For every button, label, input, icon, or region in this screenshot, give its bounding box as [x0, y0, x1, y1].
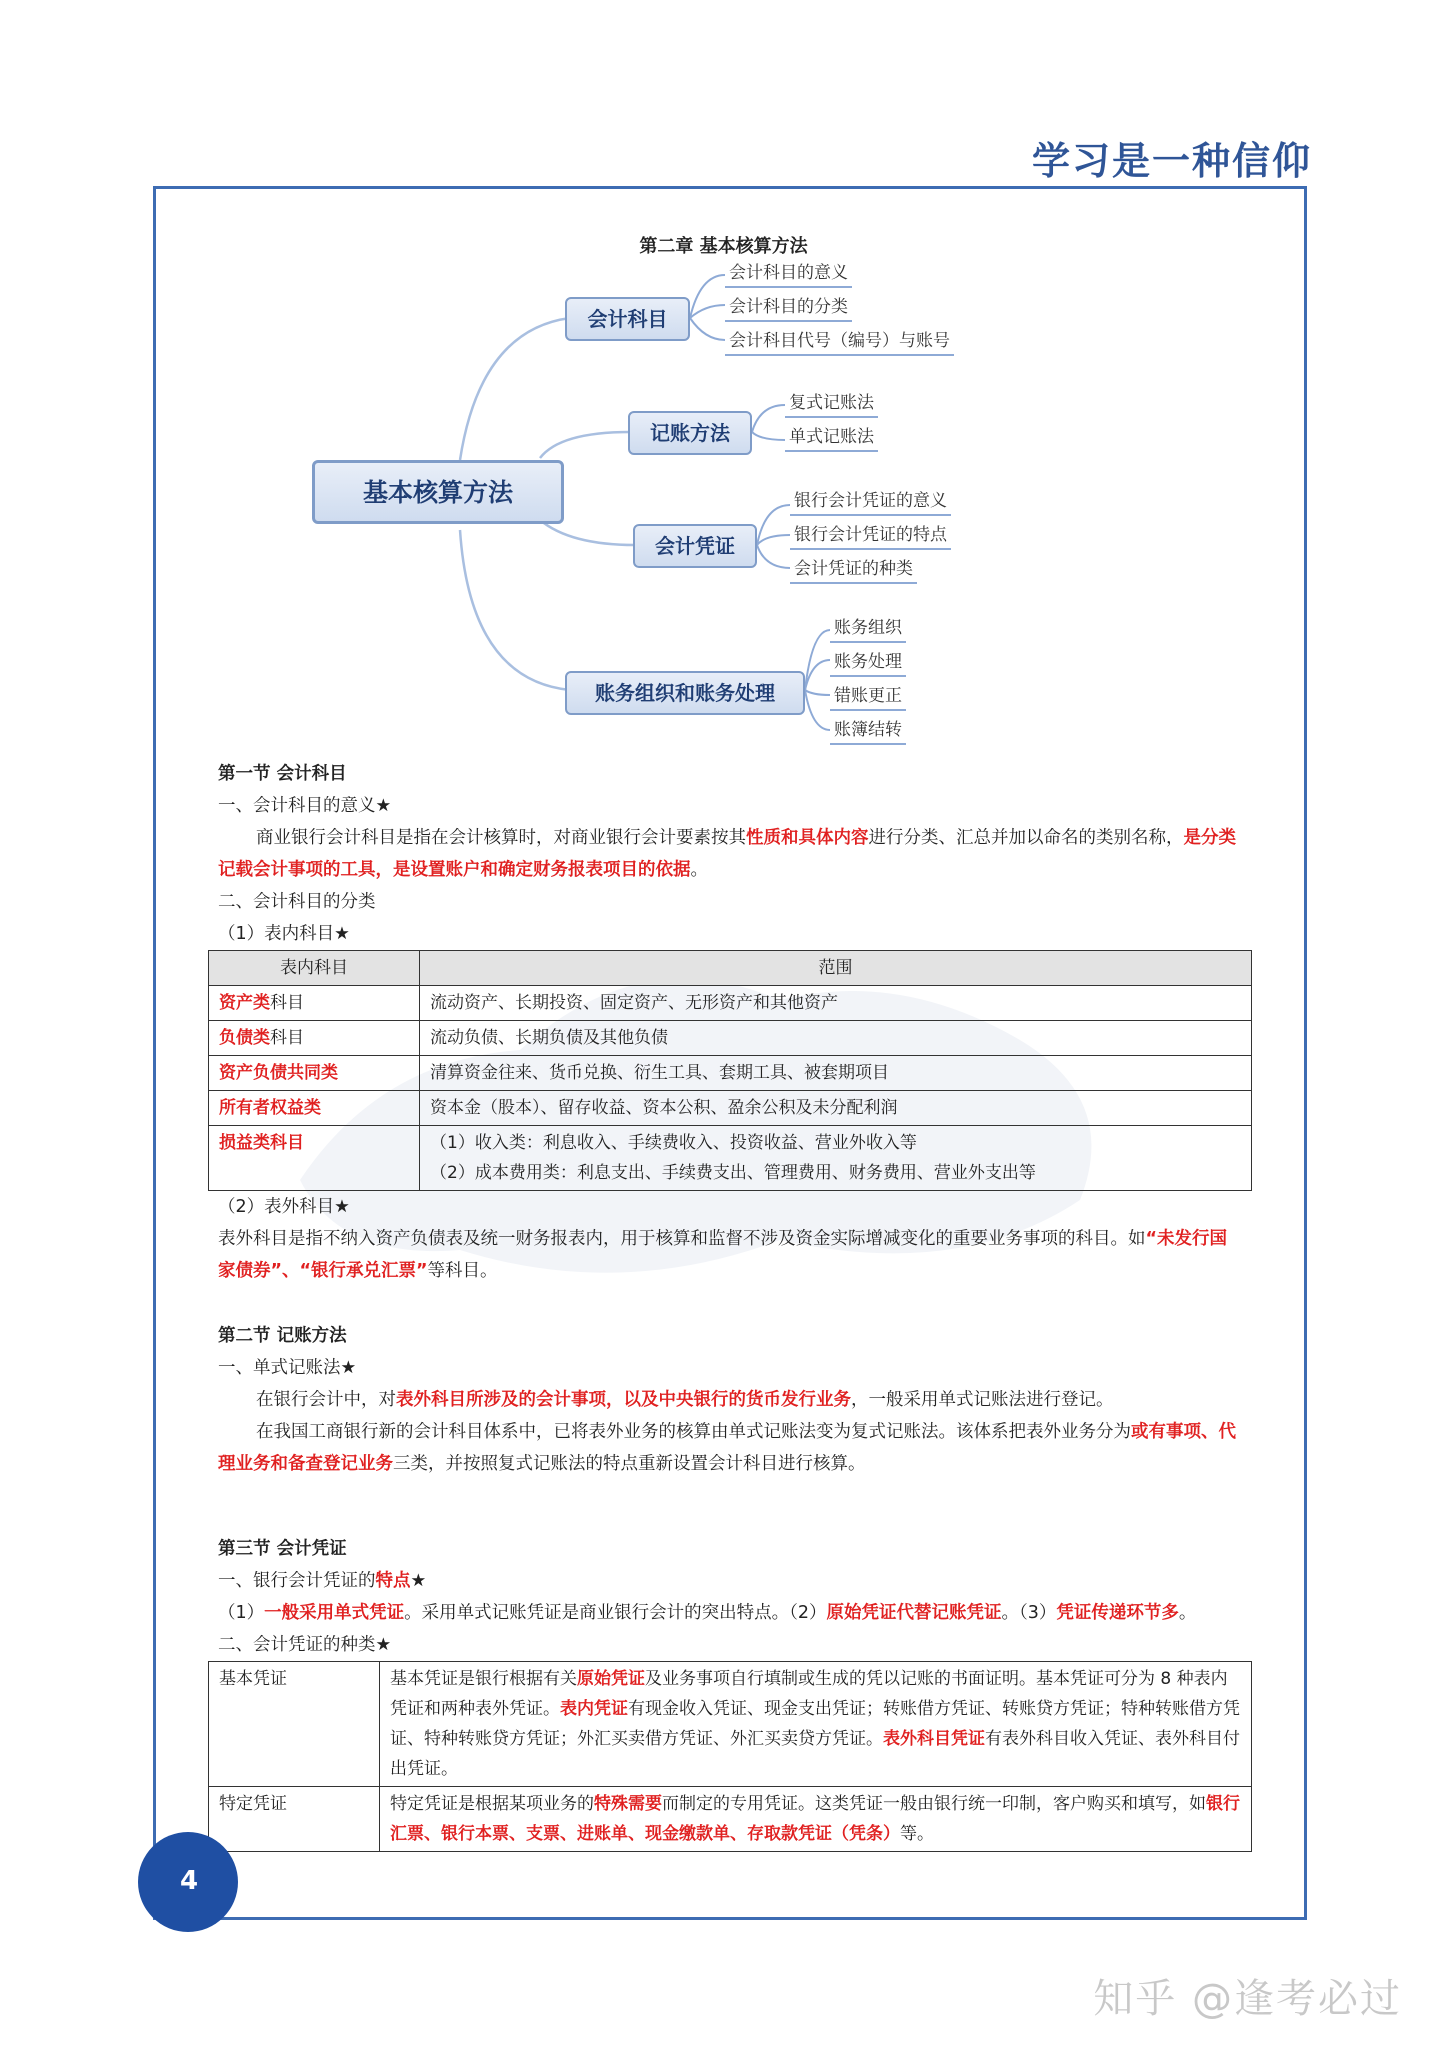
mindmap-root: 基本核算方法 — [312, 460, 564, 524]
section-title: 第三节 会计凭证 — [218, 1539, 347, 1559]
table-row: 损益类科目 （1）收入类：利息收入、手续费收入、投资收益、营业外收入等 （2）成本费用类：利息支出、手续费支出、管理费用、财务费用、营业外支出等 — [209, 1126, 1252, 1191]
slogan: 学习是一种信仰 — [1031, 139, 1312, 183]
mindmap-leaf: 银行会计凭证的特点 — [790, 520, 951, 550]
mindmap-branch-4: 账务组织和账务处理 — [565, 671, 805, 715]
section-title: 第一节 会计科目 — [218, 764, 347, 784]
section-bookkeeping-methods — [218, 1320, 1238, 1480]
mindmap-leaf: 单式记账法 — [785, 422, 878, 452]
mindmap-title: 第二章 基本核算方法 — [639, 236, 808, 257]
subheading: 一、银行会计凭证的特点★ — [218, 1571, 427, 1591]
paragraph: 在我国工商银行新的会计科目体系中，已将表外业务的核算由单式记账法变为复式记账法。该体系把表外业务分为或有事项、代理业务和备查登记业务三类，并按照复式记账法的特点重新设置会计科目进行核算。 — [218, 1422, 1236, 1474]
table-header: 范围 — [420, 951, 1252, 986]
mindmap-branch-3: 会计凭证 — [633, 524, 757, 568]
mind-map — [0, 0, 1447, 760]
table-row: 特定凭证 特定凭证是根据某项业务的特殊需要而制定的专用凭证。这类凭证一般由银行统一印制，客户购买和填写，如银行汇票、银行本票、支票、进账单、现金缴款单、存取款凭证（凭条）等。 — [209, 1787, 1252, 1852]
table-row: 基本凭证 基本凭证是银行根据有关原始凭证及业务事项自行填制或生成的凭以记账的书面证明。基本凭证可分为 8 种表内凭证和两种表外凭证。表内凭证有现金收入凭证、现金支出凭证；转账借方凭证、转账贷方凭证；特种转账借方凭证、特种转账贷方凭证；外汇买卖借方凭证、外汇买卖贷方凭证。表外科目凭证有表外科目收入凭证、表外科目付出凭证。 — [209, 1662, 1252, 1787]
mindmap-connectors — [0, 0, 1447, 760]
table-row: 负债类科目 流动负债、长期负债及其他负债 — [209, 1021, 1252, 1056]
subheading: 二、会计凭证的种类★ — [218, 1635, 392, 1655]
section-accounting-subjects — [218, 758, 1238, 1287]
table-row: 资产类科目 流动资产、长期投资、固定资产、无形资产和其他资产 — [209, 986, 1252, 1021]
mindmap-leaf: 账簿结转 — [830, 715, 906, 745]
subheading: （2）表外科目★ — [218, 1197, 350, 1217]
mindmap-branch-2: 记账方法 — [628, 411, 752, 455]
subheading: （1）表内科目★ — [218, 924, 350, 944]
subheading: 一、单式记账法★ — [218, 1358, 357, 1378]
zhihu-watermark: 知乎 @逢考必过 — [1093, 1976, 1402, 2022]
paragraph: 在银行会计中，对表外科目所涉及的会计事项，以及中央银行的货币发行业务，一般采用单式记账法进行登记。 — [256, 1390, 1114, 1410]
mindmap-leaf: 复式记账法 — [785, 388, 878, 418]
paragraph: （1）一般采用单式凭证。采用单式记账凭证是商业银行会计的突出特点。（2）原始凭证代替记账凭证。（3）凭证传递环节多。 — [218, 1603, 1197, 1623]
voucher-types-table — [208, 1661, 1252, 1852]
subheading: 二、会计科目的分类 — [218, 892, 376, 912]
mindmap-leaf: 会计科目代号（编号）与账号 — [725, 326, 954, 356]
mindmap-branch-1: 会计科目 — [565, 297, 690, 341]
mindmap-leaf: 会计科目的分类 — [725, 292, 852, 322]
mindmap-leaf: 错账更正 — [830, 681, 906, 711]
paragraph: 表外科目是指不纳入资产负债表及统一财务报表内，用于核算和监督不涉及资金实际增减变化的重要业务事项的科目。如“未发行国家债券”、“银行承兑汇票”等科目。 — [218, 1229, 1228, 1281]
mindmap-leaf: 会计凭证的种类 — [790, 554, 917, 584]
mindmap-leaf: 会计科目的意义 — [725, 258, 852, 288]
table-row: 所有者权益类 资本金（股本）、留存收益、资本公积、盈余公积及未分配利润 — [209, 1091, 1252, 1126]
mindmap-leaf: 银行会计凭证的意义 — [790, 486, 951, 516]
page-number-badge: 4 — [138, 1832, 238, 1932]
section-vouchers — [218, 1533, 1238, 1852]
table-row: 资产负债共同类 清算资金往来、货币兑换、衍生工具、套期工具、被套期项目 — [209, 1056, 1252, 1091]
section-title: 第二节 记账方法 — [218, 1326, 347, 1346]
mindmap-leaf: 账务组织 — [830, 613, 906, 643]
on-balance-subjects-table — [208, 950, 1252, 1191]
paragraph: 商业银行会计科目是指在会计核算时，对商业银行会计要素按其性质和具体内容进行分类、汇总并加以命名的类别名称，是分类记载会计事项的工具，是设置账户和确定财务报表项目的依据。 — [218, 828, 1236, 880]
subheading: 一、会计科目的意义★ — [218, 796, 392, 816]
mindmap-leaf: 账务处理 — [830, 647, 906, 677]
table-header: 表内科目 — [209, 951, 420, 986]
